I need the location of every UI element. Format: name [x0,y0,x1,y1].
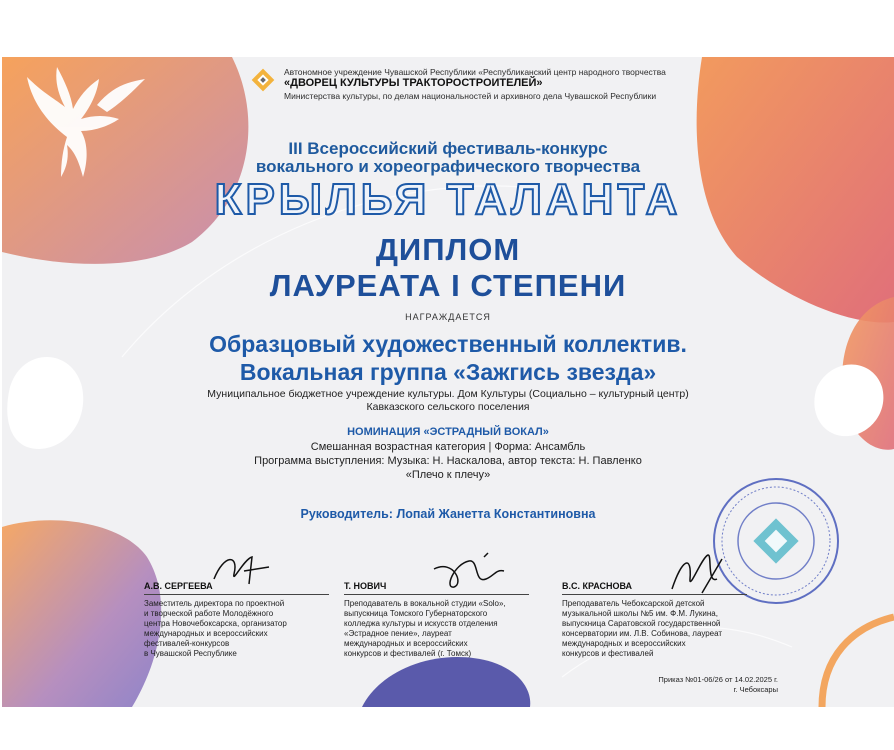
diploma-title: ДИПЛОМ [375,232,521,267]
recipient-line-2: Вокальная группа «Зажгись звезда» [239,359,657,385]
blob-bottom-left [2,520,161,707]
diploma-degree: ЛАУРЕАТА I СТЕПЕНИ [269,268,627,303]
signer-description: Преподаватель в вокальной студии «Solo», выпускница Томского Губернаторского колледжа культуры и искусств отделения «Эстрадное пение», лауреат международных и всероссийских конкурсов и фестивалей (г. Томск) [344,599,506,658]
signature-line [562,594,747,595]
header [250,67,770,105]
festival-line-1: III Всероссийский фестиваль-конкурс [288,139,608,158]
organization-line-2: Кавказского сельского поселения [366,401,530,413]
signature-block-3 [562,581,762,659]
program: Программа выступления: Музыка: Н. Наскалова, автор текста: Н. Павленко [254,455,642,467]
nomination: НОМИНАЦИЯ «ЭСТРАДНЫЙ ВОКАЛ» [347,426,549,438]
order-city: г. Чебоксары [733,685,778,694]
signer-name: А.В. СЕРГЕЕВА [144,581,213,591]
awarded-label: НАГРАЖДАЕТСЯ [405,312,491,322]
category: Смешанная возрастная категория | Форма: Ансамбль [310,441,586,453]
festival-name: КРЫЛЬЯ ТАЛАНТА [214,175,682,224]
order-number: Приказ №01-06/26 от 14.02.2025 г. [658,675,778,684]
signature-block-2 [344,581,544,659]
blob-bottom-center [362,657,530,707]
header-institution: «ДВОРЕЦ КУЛЬТУРЫ ТРАКТОРОСТРОИТЕЛЕЙ» [284,77,543,89]
signer-description: Преподаватель Чебоксарской детской музыкальной школы №5 им. Ф.М. Лукина, выпускница Саратовской государственной консерватории им. Л.В. Собинова, лауреат международных и всероссийских конкурсов и фестивалей [562,599,723,658]
signer-name: В.С. КРАСНОВА [562,581,633,591]
signer-name: Т. НОВИЧ [344,581,387,591]
signer-description: Заместитель директора по проектной и творческой работе Молодёжного центра Новочебоксарска, организатор международных и всероссийских фестивалей-конкурсов в Чувашской Республике [144,599,287,658]
recipient-line-1: Образцовый художественный коллектив. [209,331,687,357]
signature-line [144,594,329,595]
diploma-sheet [2,57,894,707]
signature-line [344,594,529,595]
signature-block-1 [144,581,344,659]
festival-line-2: вокального и хореографического творчества [255,157,641,176]
arc-bottom-right [822,617,894,707]
palace-logo-icon [250,67,276,93]
leader: Руководитель: Лопай Жанетта Константиновна [300,507,596,521]
header-line-1: Автономное учреждение Чувашской Республики «Республиканский центр народного творчества [284,67,666,77]
song-title: «Плечо к плечу» [405,469,491,481]
header-line-3: Министерства культуры, по делам национальностей и архивного дела Чувашской Республики [284,91,657,101]
organization-line-1: Муниципальное бюджетное учреждение культуры. Дом Культуры (Социально – культурный центр) [207,388,689,400]
